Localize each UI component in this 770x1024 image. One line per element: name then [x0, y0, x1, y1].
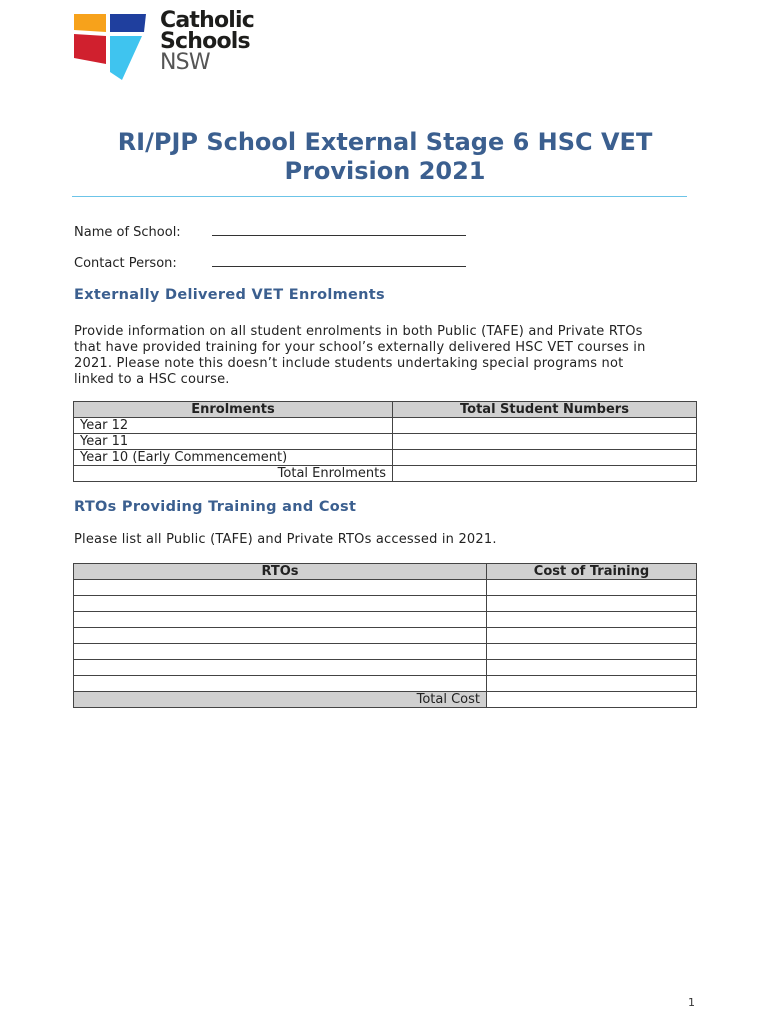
section-heading-rtos: RTOs Providing Training and Cost [74, 499, 357, 515]
total-student-numbers-header: Total Student Numbers [393, 402, 697, 418]
rtos-table [73, 563, 697, 708]
table-header-row [74, 402, 697, 418]
enrolments-table [73, 401, 697, 482]
name-of-school-field [74, 225, 466, 240]
table-row [74, 450, 697, 466]
page-number: 1 [688, 996, 695, 1009]
contact-person-input-line[interactable] [212, 256, 466, 267]
title-divider [72, 196, 687, 197]
contact-person-field [74, 256, 466, 271]
title-line-1: RI/PJP School External Stage 6 HSC VET [117, 128, 653, 156]
rto-cost-cell[interactable] [487, 596, 697, 612]
total-enrolments-value-cell[interactable] [393, 466, 697, 482]
year-11-value-cell[interactable] [393, 434, 697, 450]
logo-cyan-shape [110, 36, 142, 80]
year-10-value-cell[interactable] [393, 450, 697, 466]
table-row [74, 644, 697, 660]
year-12-value-cell[interactable] [393, 418, 697, 434]
rto-name-cell[interactable] [74, 580, 487, 596]
table-row [74, 676, 697, 692]
table-row [74, 660, 697, 676]
rto-cost-cell[interactable] [487, 676, 697, 692]
table-row [74, 434, 697, 450]
enrolments-paragraph [74, 324, 694, 388]
row-label-year-10: Year 10 (Early Commencement) [74, 450, 393, 466]
table-header-row [74, 564, 697, 580]
paragraph-line: 2021. Please note this doesn’t include students undertaking special programs not [74, 356, 624, 371]
total-cost-label: Total Cost [74, 692, 487, 708]
rto-cost-cell[interactable] [487, 660, 697, 676]
logo-red-shape [74, 34, 106, 64]
logo-word-catholic: Catholic [160, 8, 255, 33]
logo-blue-shape [110, 14, 146, 32]
paragraph-line: linked to a HSC course. [74, 372, 230, 387]
table-row [74, 580, 697, 596]
total-enrolments-label: Total Enrolments [74, 466, 393, 482]
row-label-year-12: Year 12 [74, 418, 393, 434]
section-heading-enrolments: Externally Delivered VET Enrolments [74, 287, 385, 303]
row-label-year-11: Year 11 [74, 434, 393, 450]
rto-cost-cell[interactable] [487, 580, 697, 596]
rto-name-cell[interactable] [74, 596, 487, 612]
rto-name-cell[interactable] [74, 612, 487, 628]
rto-cost-cell[interactable] [487, 644, 697, 660]
name-of-school-input-line[interactable] [212, 225, 466, 236]
paragraph-line: Provide information on all student enrolments in both Public (TAFE) and Private RTOs [74, 324, 643, 339]
name-of-school-label: Name of School: [74, 225, 181, 240]
table-row [74, 628, 697, 644]
total-row [74, 692, 697, 708]
cost-of-training-header: Cost of Training [487, 564, 697, 580]
paragraph-line: that have provided training for your school’s externally delivered HSC VET courses in [74, 340, 646, 355]
contact-person-label: Contact Person: [74, 256, 177, 271]
rtos-header: RTOs [74, 564, 487, 580]
rtos-paragraph: Please list all Public (TAFE) and Private RTOs accessed in 2021. [74, 532, 497, 547]
document-title [72, 128, 698, 186]
total-row [74, 466, 697, 482]
rto-cost-cell[interactable] [487, 612, 697, 628]
rto-cost-cell[interactable] [487, 628, 697, 644]
logo-orange-shape [74, 14, 106, 32]
rto-name-cell[interactable] [74, 676, 487, 692]
enrolments-header: Enrolments [74, 402, 393, 418]
total-cost-value-cell[interactable] [487, 692, 697, 708]
rto-name-cell[interactable] [74, 660, 487, 676]
logo-wordmark [160, 10, 254, 73]
rto-name-cell[interactable] [74, 628, 487, 644]
logo-word-schools: Schools [160, 29, 250, 54]
table-row [74, 612, 697, 628]
logo-word-nsw: NSW [160, 50, 210, 75]
rto-name-cell[interactable] [74, 644, 487, 660]
table-row [74, 596, 697, 612]
table-row [74, 418, 697, 434]
title-line-2: Provision 2021 [284, 157, 486, 185]
